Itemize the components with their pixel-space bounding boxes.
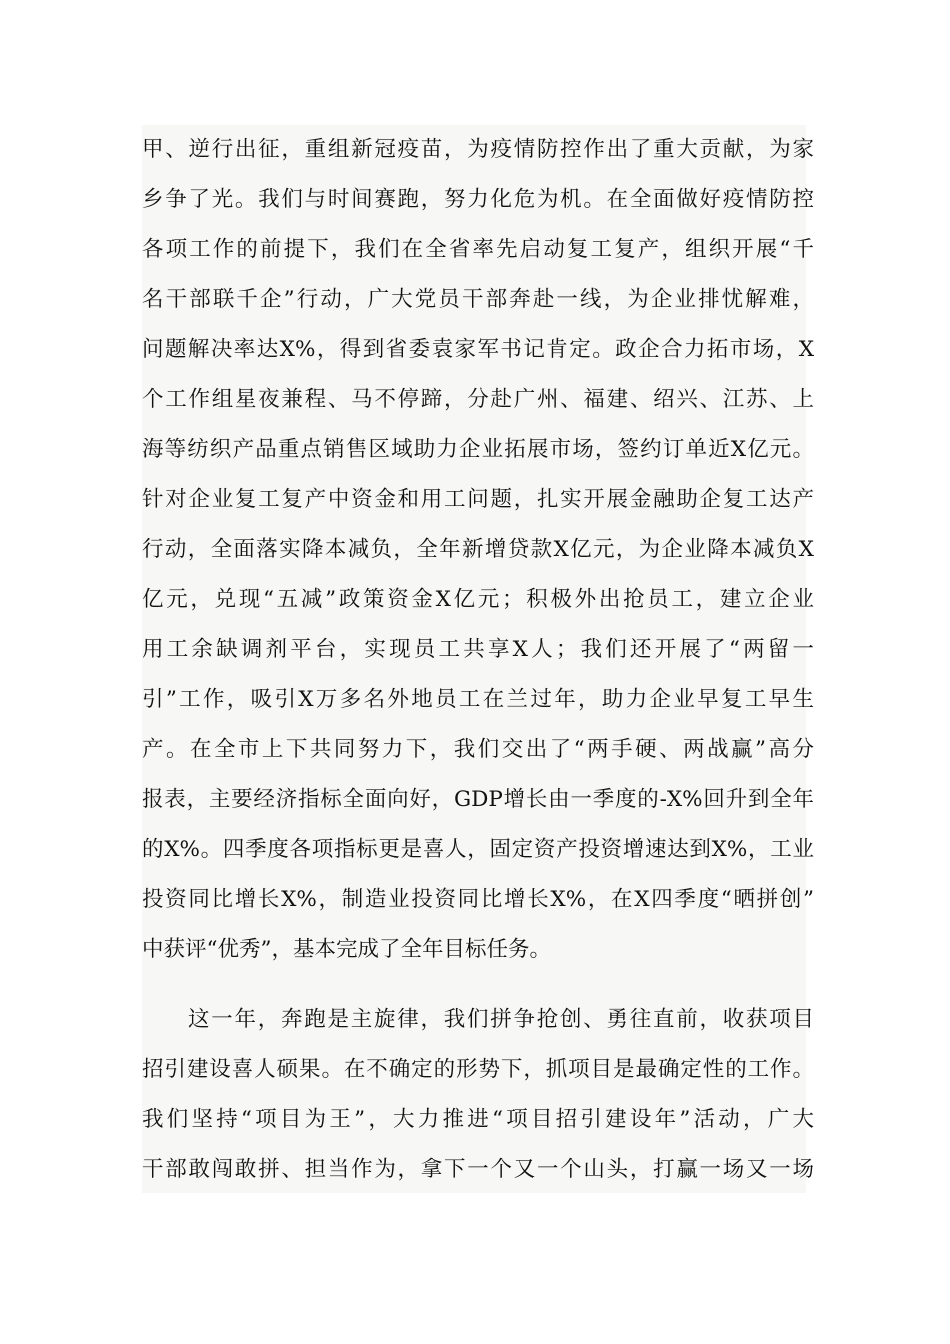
paragraph-1-line-13: 产。在全市上下共同努力下，我们交出了“两手硬、两战赢”高分 xyxy=(142,737,814,762)
paragraph-2-line-4: 干部敢闯敢拼、担当作为，拿下一个又一个山头，打赢一场又一场 xyxy=(142,1157,814,1182)
paragraph-1-line-7: 海等纺织产品重点销售区域助力企业拓展市场，签约订单近X亿元。 xyxy=(142,437,814,462)
paragraph-1-line-6: 个工作组星夜兼程、马不停蹄，分赴广州、福建、绍兴、江苏、上 xyxy=(142,387,814,412)
paragraph-1-line-3: 各项工作的前提下，我们在全省率先启动复工复产，组织开展“千 xyxy=(142,237,814,262)
paragraph-1-line-15: 的X%。四季度各项指标更是喜人，固定资产投资增速达到X%，工业 xyxy=(142,837,814,862)
paragraph-1-line-2: 乡争了光。我们与时间赛跑，努力化危为机。在全面做好疫情防控 xyxy=(142,187,814,212)
paragraph-1-line-1: 甲、逆行出征，重组新冠疫苗，为疫情防控作出了重大贡献，为家 xyxy=(142,137,814,162)
paragraph-2-line-2: 招引建设喜人硕果。在不确定的形势下，抓项目是最确定性的工作。 xyxy=(142,1057,814,1082)
paragraph-1-line-14: 报表，主要经济指标全面向好，GDP增长由一季度的-X%回升到全年 xyxy=(142,787,814,812)
paragraph-1-line-17: 中获评“优秀”，基本完成了全年目标任务。 xyxy=(142,937,551,962)
paragraph-1-line-8: 针对企业复工复产中资金和用工问题，扎实开展金融助企复工达产 xyxy=(142,487,814,512)
paragraph-1-line-12: 引”工作，吸引X万多名外地员工在兰过年，助力企业早复工早生 xyxy=(142,687,814,712)
paragraph-1-line-5: 问题解决率达X%，得到省委袁家军书记肯定。政企合力拓市场，X xyxy=(142,337,814,362)
paragraph-1-line-9: 行动，全面落实降本减负，全年新增贷款X亿元，为企业降本减负X xyxy=(142,537,814,562)
paragraph-1-line-10: 亿元，兑现“五减”政策资金X亿元；积极外出抢员工，建立企业 xyxy=(142,587,814,612)
paragraph-1-line-16: 投资同比增长X%，制造业投资同比增长X%，在X四季度“晒拼创” xyxy=(142,887,814,912)
paragraph-1-line-4: 名干部联千企”行动，广大党员干部奔赴一线，为企业排忧解难， xyxy=(142,287,814,312)
paragraph-1-line-11: 用工余缺调剂平台，实现员工共享X人；我们还开展了“两留一 xyxy=(142,637,814,662)
paragraph-2-line-1: 这一年，奔跑是主旋律，我们拼争抢创、勇往直前，收获项目 xyxy=(188,1007,814,1032)
paragraph-2-line-3: 我们坚持“项目为王”，大力推进“项目招引建设年”活动，广大 xyxy=(142,1107,814,1132)
